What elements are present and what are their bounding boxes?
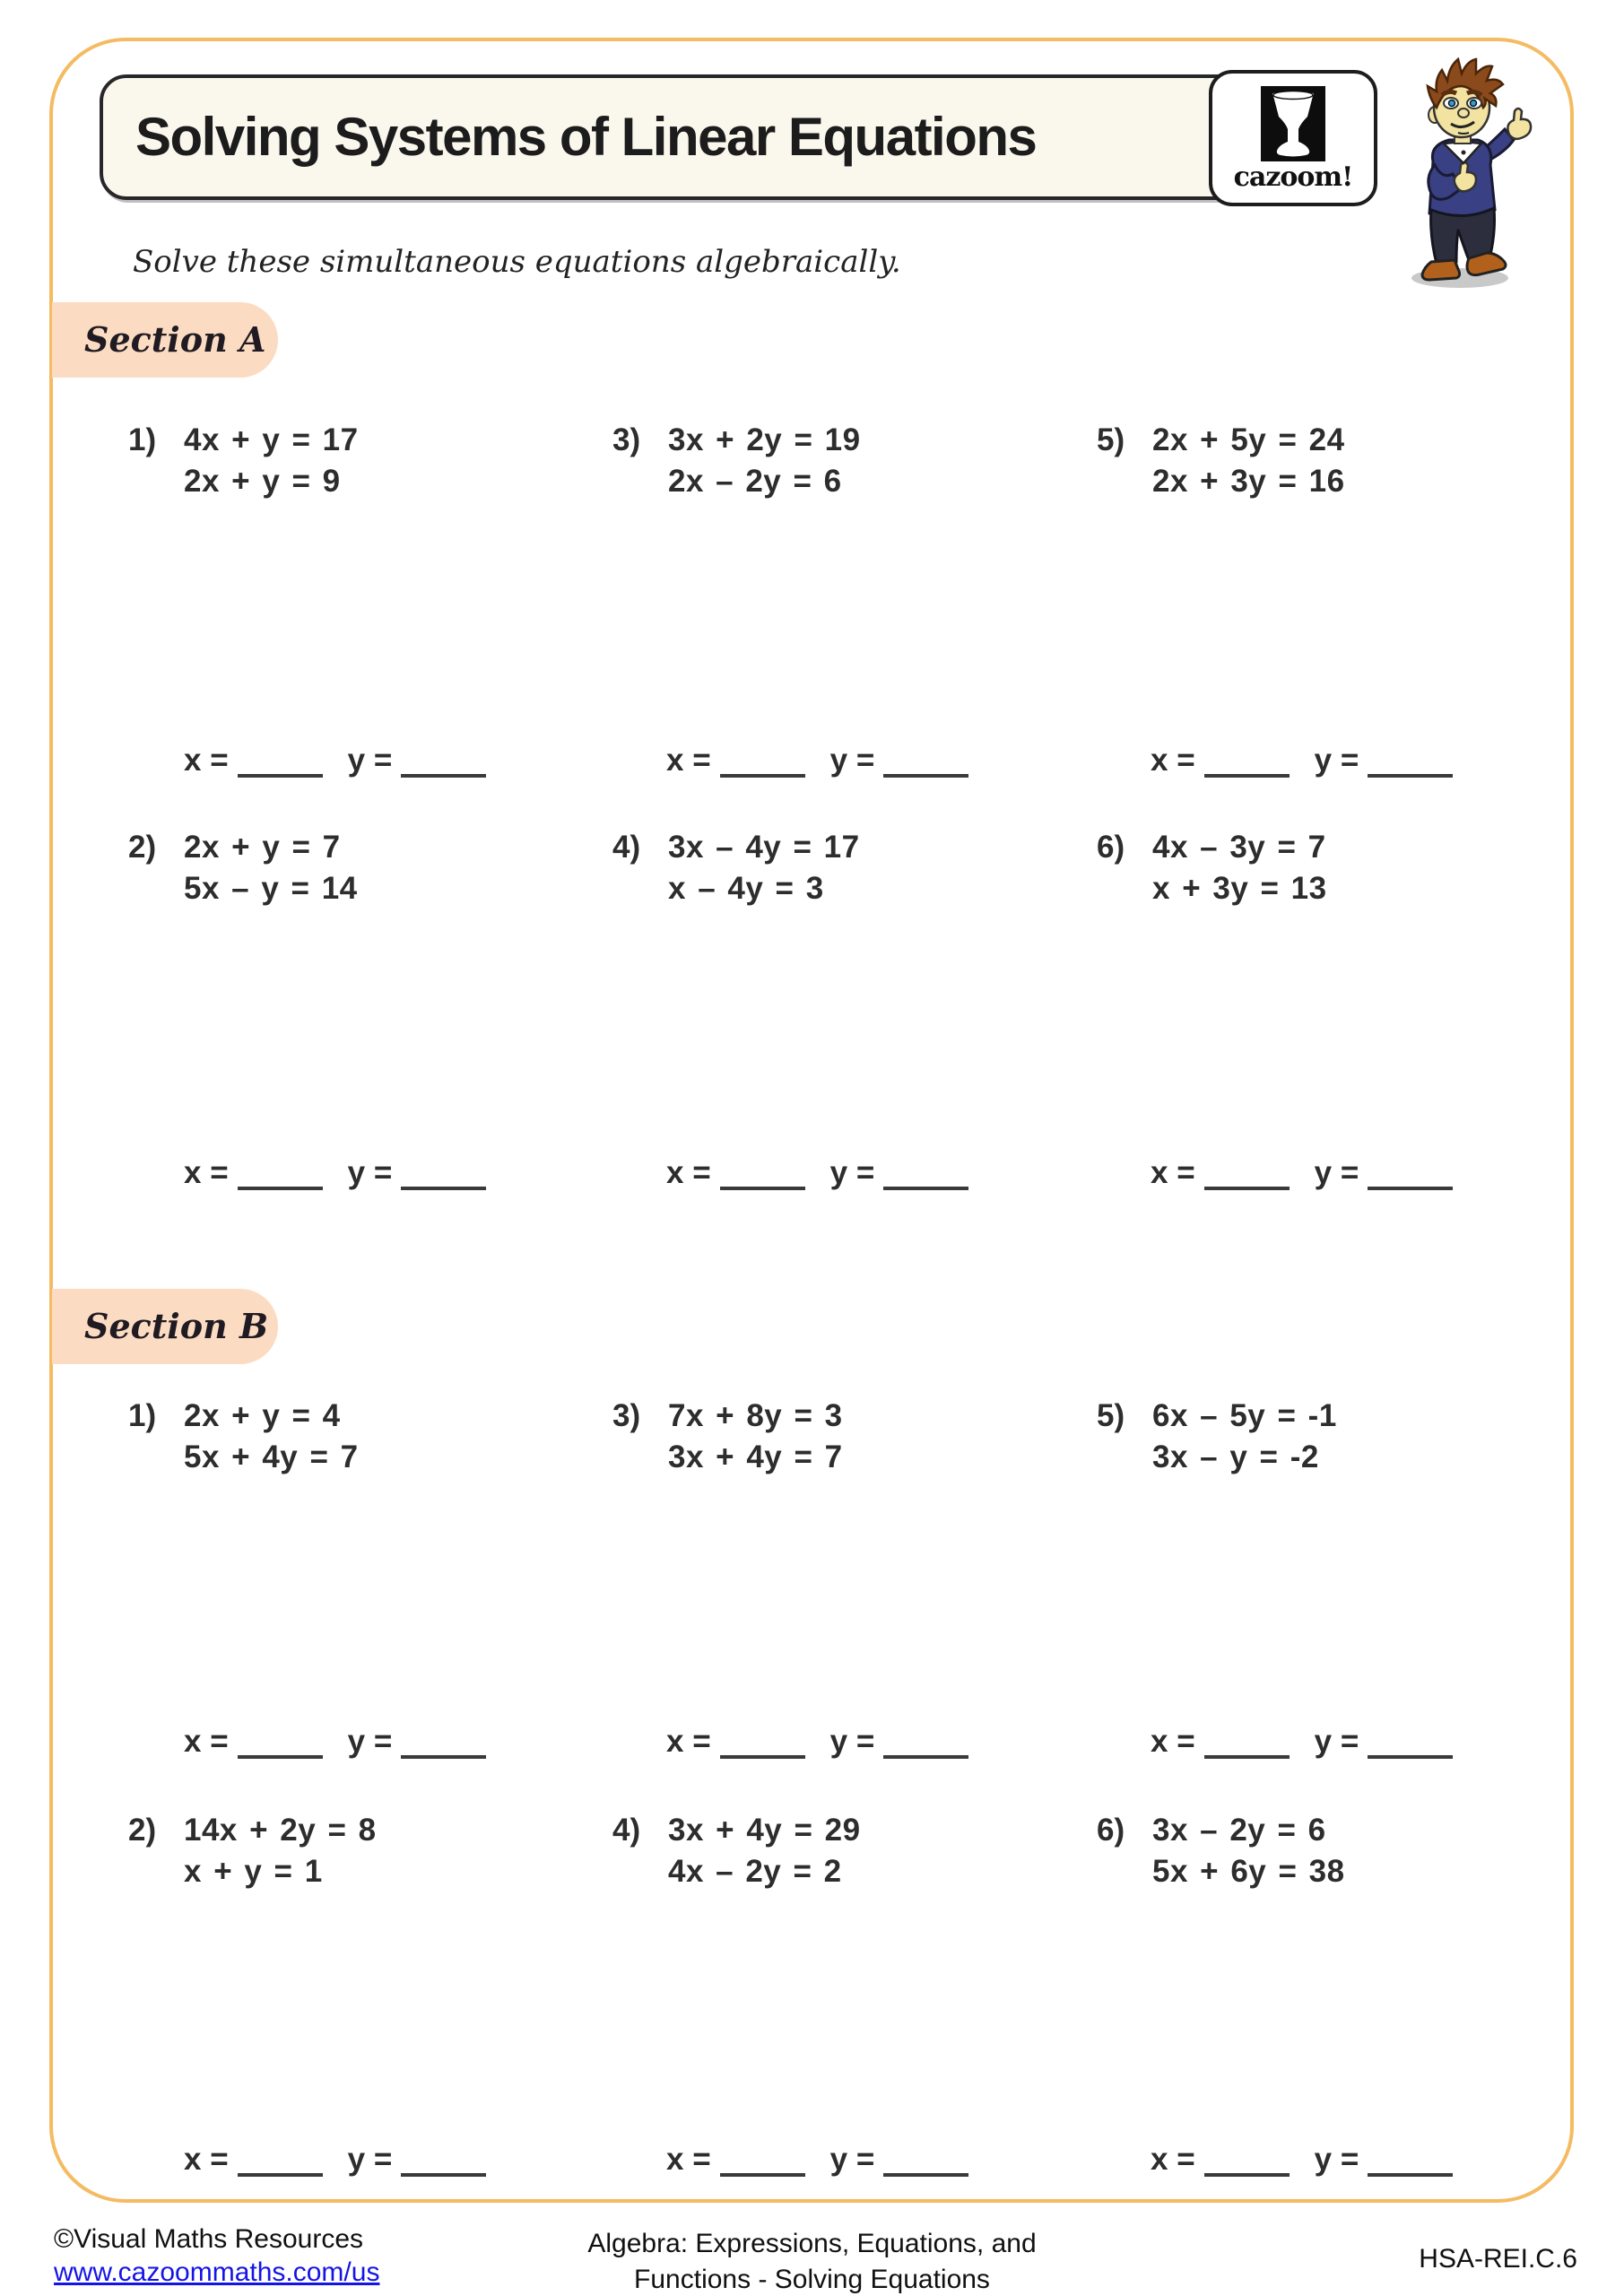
section-a-answers-row-2 [0, 1155, 1624, 1209]
equation-2: 5x + 4y = 7 [184, 1439, 359, 1474]
standard-code: HSA-REI.C.6 [1419, 2244, 1577, 2274]
topic-line-1: Algebra: Expressions, Equations, and [587, 2229, 1037, 2258]
equation-1: 6x – 5y = -1 [1152, 1398, 1337, 1433]
y-answer-blank [883, 747, 968, 778]
x-answer-blank [720, 1160, 805, 1190]
y-answer-blank [1368, 1728, 1453, 1759]
equation-1: 4x + y = 17 [184, 422, 359, 457]
equation-1: 2x + y = 4 [184, 1398, 341, 1433]
x-answer-blank [720, 1728, 805, 1759]
equation-1: 2x + 5y = 24 [1152, 422, 1345, 457]
y-equals-label: y = [347, 1155, 393, 1190]
y-answer-blank [883, 2146, 968, 2177]
copyright-text: ©Visual Maths Resources [54, 2224, 364, 2254]
djembe-drum-icon [1261, 86, 1325, 161]
y-answer-blank [1368, 747, 1453, 778]
problem-b4 [612, 1810, 861, 1892]
equation-2: x + y = 1 [184, 1854, 323, 1889]
equation-1: 4x – 3y = 7 [1152, 830, 1326, 865]
x-equals-label: x = [1151, 2142, 1195, 2177]
x-answer-blank [238, 2146, 323, 2177]
x-answer-blank [1204, 1160, 1290, 1190]
x-answer-blank [1204, 1728, 1290, 1759]
x-equals-label: x = [666, 2142, 711, 2177]
equation-1: 7x + 8y = 3 [668, 1398, 843, 1433]
website-link[interactable]: www.cazoommaths.com/us [54, 2257, 380, 2287]
answer-blanks-a2 [184, 1155, 486, 1191]
equation-2: x + 3y = 13 [1152, 871, 1327, 906]
section-a-answers-row-1 [0, 743, 1624, 796]
x-equals-label: x = [1151, 1155, 1195, 1190]
y-answer-blank [401, 747, 486, 778]
y-equals-label: y = [1314, 1724, 1359, 1759]
section-a-row-1 [0, 420, 1624, 527]
y-equals-label: y = [829, 1155, 875, 1190]
equation-2: 3x – y = -2 [1152, 1439, 1319, 1474]
worksheet-title-box [100, 74, 1374, 200]
y-answer-blank [401, 1160, 486, 1190]
y-answer-blank [1368, 1160, 1453, 1190]
section-b-label: Section B [84, 1306, 269, 1346]
problem-a4 [612, 827, 860, 909]
equation-2: 4x – 2y = 2 [668, 1854, 842, 1889]
answer-blanks-a6 [1151, 1155, 1453, 1191]
x-equals-label: x = [666, 1155, 711, 1190]
answer-blanks-b4 [666, 2142, 968, 2178]
answer-blanks-a5 [1151, 743, 1453, 778]
section-a-header [52, 302, 278, 378]
problem-number: 5) [1097, 1398, 1125, 1433]
answer-blanks-a1 [184, 743, 486, 778]
y-answer-blank [401, 1728, 486, 1759]
page-title: Solving Systems of Linear Equations [135, 107, 1037, 167]
section-a-row-2 [0, 827, 1624, 935]
cazoom-logo [1209, 70, 1377, 206]
problem-number: 6) [1097, 1813, 1125, 1848]
problem-b1 [128, 1396, 359, 1478]
equation-1: 3x – 2y = 6 [1152, 1813, 1326, 1848]
x-equals-label: x = [1151, 1724, 1195, 1759]
problem-number: 3) [612, 1398, 641, 1433]
answer-blanks-b3 [666, 1724, 968, 1760]
y-equals-label: y = [829, 743, 875, 778]
problem-b2 [128, 1810, 377, 1892]
y-equals-label: y = [1314, 743, 1359, 778]
cazoom-logo-text: cazoom! [1233, 161, 1353, 193]
problem-number: 1) [128, 422, 157, 457]
equation-1: 3x + 4y = 29 [668, 1813, 861, 1848]
problem-a6 [1097, 827, 1327, 909]
section-b-answers-row-2 [0, 2142, 1624, 2196]
equation-2: 2x + 3y = 16 [1152, 464, 1345, 499]
equation-2: 5x + 6y = 38 [1152, 1854, 1345, 1889]
x-equals-label: x = [666, 1724, 711, 1759]
problem-number: 3) [612, 422, 641, 457]
section-b-header [52, 1289, 278, 1364]
y-answer-blank [883, 1160, 968, 1190]
x-equals-label: x = [184, 1724, 229, 1759]
equation-1: 14x + 2y = 8 [184, 1813, 377, 1848]
problem-number: 6) [1097, 830, 1125, 865]
x-equals-label: x = [184, 2142, 229, 2177]
problem-a2 [128, 827, 358, 909]
x-equals-label: x = [666, 743, 711, 778]
problem-a3 [612, 420, 861, 502]
x-answer-blank [238, 747, 323, 778]
equation-1: 3x + 2y = 19 [668, 422, 861, 457]
problem-a1 [128, 420, 359, 502]
y-equals-label: y = [347, 1724, 393, 1759]
section-b-row-1 [0, 1396, 1624, 1503]
problem-number: 2) [128, 1813, 157, 1848]
x-answer-blank [238, 1728, 323, 1759]
problem-number: 1) [128, 1398, 157, 1433]
y-equals-label: y = [1314, 1155, 1359, 1190]
x-answer-blank [1204, 2146, 1290, 2177]
equation-1: 2x + y = 7 [184, 830, 341, 865]
equation-2: 2x + y = 9 [184, 464, 341, 499]
y-equals-label: y = [1314, 2142, 1359, 2177]
problem-a5 [1097, 420, 1345, 502]
y-equals-label: y = [347, 743, 393, 778]
x-equals-label: x = [1151, 743, 1195, 778]
x-answer-blank [1204, 747, 1290, 778]
instruction-text: Solve these simultaneous equations algebraically. [133, 244, 901, 280]
y-answer-blank [883, 1728, 968, 1759]
equation-2: 2x – 2y = 6 [668, 464, 842, 499]
problem-number: 2) [128, 830, 157, 865]
problem-number: 4) [612, 830, 641, 865]
x-equals-label: x = [184, 1155, 229, 1190]
answer-blanks-b5 [1151, 1724, 1453, 1760]
answer-blanks-a4 [666, 1155, 968, 1191]
answer-blanks-a3 [666, 743, 968, 778]
footer-topic [0, 2226, 1624, 2296]
equation-2: 5x – y = 14 [184, 871, 358, 906]
equation-2: 3x + 4y = 7 [668, 1439, 843, 1474]
mascot-boy-thumbs-up-icon [1390, 52, 1538, 296]
problem-b6 [1097, 1810, 1345, 1892]
problem-b5 [1097, 1396, 1337, 1478]
equation-2: x – 4y = 3 [668, 871, 824, 906]
y-answer-blank [1368, 2146, 1453, 2177]
y-equals-label: y = [829, 2142, 875, 2177]
x-equals-label: x = [184, 743, 229, 778]
section-b-answers-row-1 [0, 1724, 1624, 1778]
section-a-label: Section A [84, 319, 266, 360]
y-equals-label: y = [829, 1724, 875, 1759]
problem-b3 [612, 1396, 843, 1478]
y-equals-label: y = [347, 2142, 393, 2177]
answer-blanks-b6 [1151, 2142, 1453, 2178]
answer-blanks-b2 [184, 2142, 486, 2178]
problem-number: 4) [612, 1813, 641, 1848]
x-answer-blank [720, 2146, 805, 2177]
y-answer-blank [401, 2146, 486, 2177]
answer-blanks-b1 [184, 1724, 486, 1760]
section-b-row-2 [0, 1810, 1624, 1918]
topic-line-2: Functions - Solving Equations [634, 2265, 990, 2294]
x-answer-blank [238, 1160, 323, 1190]
problem-number: 5) [1097, 422, 1125, 457]
x-answer-blank [720, 747, 805, 778]
equation-1: 3x – 4y = 17 [668, 830, 860, 865]
